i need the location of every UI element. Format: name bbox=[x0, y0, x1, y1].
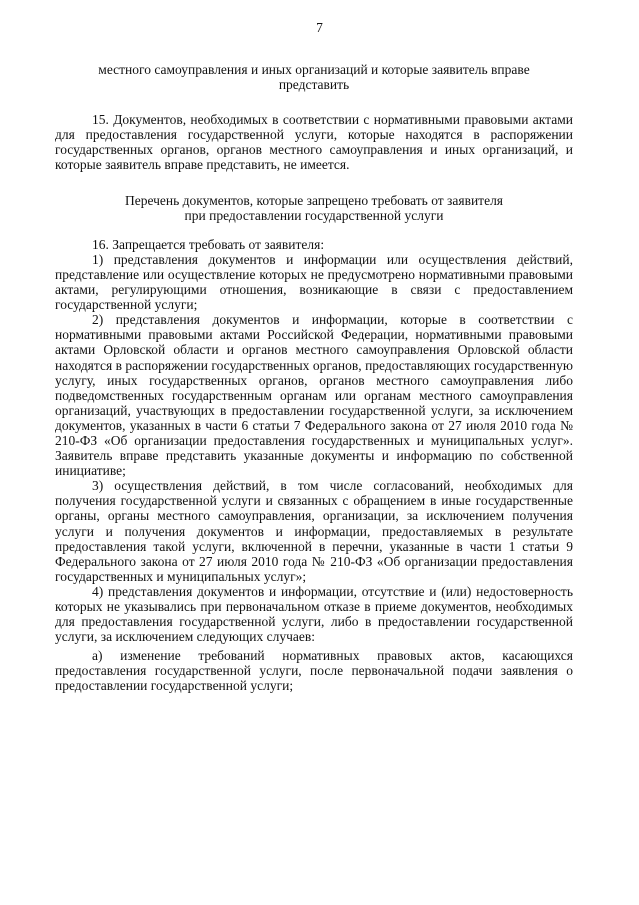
subitem-4: 4) представления документов и информации, отсутствие и (или) недостоверность которых не указывались при первоначальном отказе в приеме документов, необходимых для предоставления государственной услуги, либо в предоставлении государственной услуги, за исключением следующих случаев: bbox=[55, 583, 573, 645]
heading-tail-line-1: местного самоуправления и иных организаций и которые заявитель вправе bbox=[98, 62, 530, 77]
subitem-1: 1) представления документов и информации или осуществления действий, представление или осуществление которых не предусмотрено нормативными правовыми актами, регулирующими отношения, возникающие в связи с предоставлением государственной услуги; bbox=[55, 251, 573, 313]
section-heading-line-2: при предоставлении государственной услуги bbox=[184, 207, 444, 223]
subitem-2: 2) представления документов и информации, которые в соответствии с нормативными правовыми актами Российской Федерации, нормативными правовыми актами Орловской области и органов местного самоуправления Орловской области находятся в распоряжении государственных органов, предоставляющих государственную услугу, иных государственных органов, органов местного самоуправления либо подведомственных государственным органам или органам местного самоуправления организаций, участвующих в предоставлении государственной услуги, за исключением документов, указанных в части 6 статьи 7 Федерального закона от 27 июля 2010 года № 210-ФЗ «Об организации предоставления государственных и муниципальных услуг». Заявитель вправе представить указанные документы и информацию по собственной инициативе; bbox=[55, 312, 573, 479]
paragraph-item-15: 15. Документов, необходимых в соответствии с нормативными правовыми актами для предоставления государственной услуги, которые находятся в распоряжении государственных органов, органов местного самоуправления и иных организаций, и которые заявитель вправе представить, не имеется. bbox=[55, 112, 573, 173]
section-heading-line-1: Перечень документов, которые запрещено требовать от заявителя bbox=[124, 192, 504, 208]
page-number: 7 bbox=[316, 20, 323, 35]
paragraph-item-16-intro: 16. Запрещается требовать от заявителя: bbox=[92, 236, 325, 252]
page-content bbox=[55, 62, 573, 694]
subitem-3: 3) осуществления действий, в том числе согласований, необходимых для получения государственной услуги и связанных с обращением в иные государственные органы, органы местного самоуправления, организации, за исключением получения услуги и получения документов и информации, предоставляемых в результате предоставления такой услуги, включенной в перечни, указанные в части 1 статьи 9 Федерального закона от 27 июля 2010 года № 210-ФЗ «Об организации предоставления государственных и муниципальных услуг»; bbox=[55, 478, 573, 584]
heading-tail-line-2: представить bbox=[278, 77, 350, 93]
subitem-4a: а) изменение требований нормативных правовых актов, касающихся предоставления государственной услуги, после первоначальной подачи заявления о предоставлении государственной услуги; bbox=[55, 648, 573, 694]
heading-tail bbox=[55, 62, 573, 92]
section-heading bbox=[55, 193, 573, 223]
